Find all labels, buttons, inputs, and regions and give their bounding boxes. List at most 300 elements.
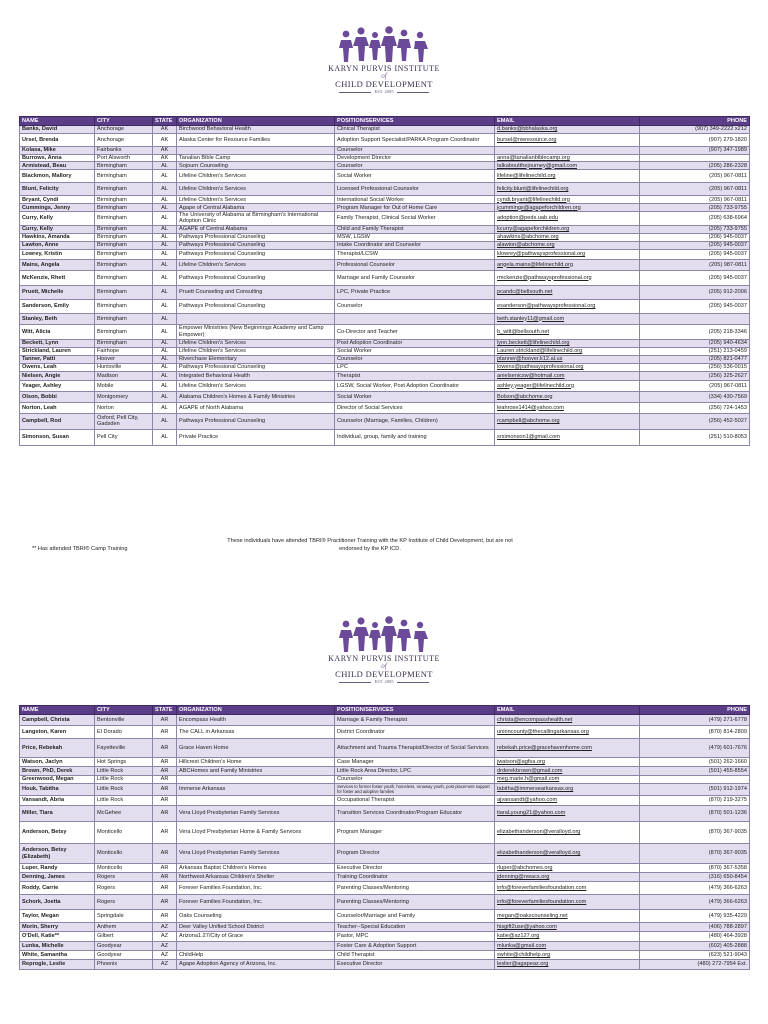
table-row xyxy=(20,796,750,806)
contact-name: Curry, Kelly xyxy=(20,225,95,233)
contact-city: Birmingham xyxy=(95,339,153,347)
contact-name: Lowrey, Kristin xyxy=(20,249,95,259)
contact-organization: Arkansas Baptist Children's Homes xyxy=(177,864,335,873)
contact-phone: (602) 405-2888 xyxy=(640,942,750,951)
contact-email[interactable]: b_witt@bellsouth.net xyxy=(495,324,640,339)
contact-email[interactable]: unioncounty@thecallingarkansas.org xyxy=(495,726,640,739)
contact-organization: Pathways Professional Counseling xyxy=(177,241,335,249)
contact-email[interactable]: katie@az127.org xyxy=(495,932,640,942)
contact-email[interactable]: swhite@childhelp.org xyxy=(495,951,640,960)
contact-email[interactable]: ashley.yeager@lifelinechild.org xyxy=(495,380,640,391)
contact-phone xyxy=(640,776,750,784)
contact-city: Anchorage xyxy=(95,126,153,134)
contact-name: Price, Rebekah xyxy=(20,739,95,758)
contact-phone: (205) 967-0811 xyxy=(640,380,750,391)
contact-position: Executive Director xyxy=(335,960,495,970)
contact-state: AZ xyxy=(153,932,177,942)
contact-email[interactable]: alawton@abchome.org xyxy=(495,241,640,249)
contact-state: AL xyxy=(153,196,177,204)
table-row xyxy=(20,212,750,225)
contact-position: Occupational Therapist xyxy=(335,796,495,806)
contact-name: Blackmon, Mallory xyxy=(20,170,95,183)
table-row xyxy=(20,355,750,363)
contact-name: Campbell, Rod xyxy=(20,413,95,429)
contact-organization: Lifeline Children's Services xyxy=(177,380,335,391)
contact-position: LPC xyxy=(335,363,495,371)
contact-email[interactable]: adoption@peds.uab.edu xyxy=(495,212,640,225)
contact-state: AL xyxy=(153,363,177,371)
contact-name: Stanley, Beth xyxy=(20,313,95,324)
contact-phone: (205) 638-6964 xyxy=(640,212,750,225)
contact-organization: Forever Families Foundation, Inc. xyxy=(177,895,335,910)
table-row xyxy=(20,285,750,299)
contact-email[interactable]: leslier@agapeaz.org xyxy=(495,960,640,970)
contact-name: Anderson, Betsy xyxy=(20,822,95,844)
contact-name: Kolasa, Mike xyxy=(20,147,95,155)
contact-state: AR xyxy=(153,715,177,726)
contact-position: Social Worker xyxy=(335,391,495,402)
contact-organization: Sojourn Counseling xyxy=(177,162,335,170)
contact-organization xyxy=(177,313,335,324)
contact-organization: Pathways Professional Counseling xyxy=(177,249,335,259)
contact-organization: Pathways Professional Counseling xyxy=(177,413,335,429)
contact-phone: (205) 821-0477 xyxy=(640,355,750,363)
contact-email[interactable]: talkaboutthejourney@gmail.com xyxy=(495,162,640,170)
table-header-row xyxy=(20,117,750,126)
contact-state: AL xyxy=(153,402,177,413)
contact-position: Program Manager for Out of Home Care xyxy=(335,204,495,212)
contact-city: Birmingham xyxy=(95,162,153,170)
contact-phone: (480) 272-7954 Ext. xyxy=(640,960,750,970)
contact-position: District Coordinator xyxy=(335,726,495,739)
contact-name: Roddy, Carrie xyxy=(20,882,95,895)
directory-table-page-1 xyxy=(19,116,750,446)
contact-state: AL xyxy=(153,162,177,170)
contact-email[interactable]: rmckenzie@pathwaysprofessional.org xyxy=(495,270,640,285)
contact-phone: (251) 510-8053 xyxy=(640,429,750,445)
contact-name: McKenzie, Rhett xyxy=(20,270,95,285)
contact-position: International Social Worker xyxy=(335,196,495,204)
contact-position: Family Therapist, Clinical Social Worker xyxy=(335,212,495,225)
col-header-city: CITY xyxy=(95,706,153,715)
table-row xyxy=(20,126,750,134)
contact-name: Denning, James xyxy=(20,873,95,882)
contact-city: Huntsville xyxy=(95,363,153,371)
training-footnote: These individuals have attended TBRI® Practitioner Training with the KP Institute of Child Development, but are not endorsed by the KP ICD. xyxy=(227,538,513,552)
contact-phone: (870) 219-3275 xyxy=(640,796,750,806)
contact-city: Goodyear xyxy=(95,942,153,951)
contact-state: AZ xyxy=(153,942,177,951)
contact-organization: Vera Lloyd Presbyterian Family Services xyxy=(177,844,335,864)
contact-name: Schork, Joetta xyxy=(20,895,95,910)
contact-state: AL xyxy=(153,413,177,429)
contact-phone: (623) 521-9043 xyxy=(640,951,750,960)
contact-email[interactable]: srsimonson1@gmail.com xyxy=(495,429,640,445)
contact-phone: (256) 452-5027 xyxy=(640,413,750,429)
table-row xyxy=(20,162,750,170)
contact-email[interactable]: cyndi.bryant@lifelinechild.org xyxy=(495,196,640,204)
contact-state: AL xyxy=(153,429,177,445)
contact-organization: Agape of Central Alabama xyxy=(177,204,335,212)
contact-organization: Pathways Professional Counseling xyxy=(177,299,335,313)
contact-organization xyxy=(177,942,335,951)
contact-city: Phoenix xyxy=(95,960,153,970)
contact-position: Intake Coordinator and Counselor xyxy=(335,241,495,249)
contact-position: Child and Family Therapist xyxy=(335,225,495,233)
contact-organization: Arizona1.27/City of Grace xyxy=(177,932,335,942)
contact-position: LPC, Private Practice xyxy=(335,285,495,299)
contact-name: Ursel, Brenda xyxy=(20,134,95,147)
logo-line-1: KARYN PURVIS INSTITUTE xyxy=(328,654,440,663)
contact-state: AL xyxy=(153,259,177,270)
col-header-name: NAME xyxy=(20,706,95,715)
contact-position: Therapist xyxy=(335,371,495,380)
logo-figures-icon xyxy=(338,616,430,654)
contact-state: AR xyxy=(153,796,177,806)
contact-email[interactable]: jcummings@agapeforchildren.org xyxy=(495,204,640,212)
contact-state: AR xyxy=(153,806,177,822)
table-row xyxy=(20,380,750,391)
contact-email[interactable]: jdenning@nwacs.org xyxy=(495,873,640,882)
contact-email[interactable]: tabitha@immersearkansas.org xyxy=(495,784,640,796)
contact-phone: (870) 367-5358 xyxy=(640,864,750,873)
contact-position: Parenting Classes/Mentoring xyxy=(335,882,495,895)
contact-name: Hawkins, Amanda xyxy=(20,233,95,241)
contact-city: Little Rock xyxy=(95,776,153,784)
contact-phone: (251) 213-0459 xyxy=(640,347,750,355)
contact-phone: (205) 733-9755 xyxy=(640,225,750,233)
contact-organization: Vera Lloyd Presbyterian Home & Family Services xyxy=(177,822,335,844)
col-header-city: CITY xyxy=(95,117,153,126)
contact-organization: Alaska Center for Resource Families xyxy=(177,134,335,147)
contact-name: Armistead, Beau xyxy=(20,162,95,170)
contact-name: Tanner, Patti xyxy=(20,355,95,363)
contact-email[interactable]: info@foreverfamiliesfoundation.com xyxy=(495,882,640,895)
contact-state: AR xyxy=(153,784,177,796)
contact-position: Attachment and Trauma Therapist/Director of Social Services xyxy=(335,739,495,758)
table-row xyxy=(20,225,750,233)
contact-organization: Lifeline Children's Services xyxy=(177,170,335,183)
contact-email[interactable]: lynn.beckett@lifelinechild.org xyxy=(495,339,640,347)
contact-phone: (870) 367-9035 xyxy=(640,844,750,864)
contact-email[interactable]: rebekah.price@gracehavenhome.com xyxy=(495,739,640,758)
contact-position: Director of Social Services xyxy=(335,402,495,413)
contact-phone: (479) 366-6263 xyxy=(640,895,750,910)
contact-city: Montgomery xyxy=(95,391,153,402)
contact-phone: (256) 325-2627 xyxy=(640,371,750,380)
table-row xyxy=(20,259,750,270)
contact-email[interactable]: elizabethanderson@veralloyd.org xyxy=(495,844,640,864)
contact-state: AL xyxy=(153,183,177,196)
contact-position: Services to former foster youth, homeless, runaway youth, post placement support for foster and adoptive families xyxy=(335,784,495,796)
contact-phone: (479) 271-6778 xyxy=(640,715,750,726)
contact-phone: (205) 967-0811 xyxy=(640,183,750,196)
contact-name: Brown, PhD, Derek xyxy=(20,767,95,776)
contact-email[interactable]: esanderson@pathwaysprofessional.org xyxy=(495,299,640,313)
table-row xyxy=(20,363,750,371)
col-header-email: EMAIL xyxy=(495,117,640,126)
table-row xyxy=(20,299,750,313)
contact-name: Witt, Alicia xyxy=(20,324,95,339)
contact-state: AL xyxy=(153,225,177,233)
contact-organization: Pruett Counseling and Consulting xyxy=(177,285,335,299)
table-row xyxy=(20,923,750,932)
col-header-position: POSITION/SERVICES xyxy=(335,706,495,715)
logo-figures-icon xyxy=(338,26,430,64)
contact-position: Counselor xyxy=(335,162,495,170)
contact-email[interactable]: ptanner@hoover.k12.al.us xyxy=(495,355,640,363)
contact-city: Birmingham xyxy=(95,233,153,241)
contact-email[interactable]: anielsenicsw@hotmail.com xyxy=(495,371,640,380)
contact-email[interactable]: leahrose1414@yahoo.com xyxy=(495,402,640,413)
contact-position: Case Manager xyxy=(335,758,495,767)
contact-name: Lunka, Michelle xyxy=(20,942,95,951)
contact-name: Taylor, Megan xyxy=(20,910,95,923)
contact-name: Simonson, Susan xyxy=(20,429,95,445)
contact-position: Foster Care & Adoption Support xyxy=(335,942,495,951)
contact-phone: (479) 601-7676 xyxy=(640,739,750,758)
contact-city: Birmingham xyxy=(95,196,153,204)
institute-logo xyxy=(0,26,768,95)
contact-organization: The University of Alabama at Birmingham's International Adoption Clinic xyxy=(177,212,335,225)
table-row xyxy=(20,726,750,739)
contact-position: Marriage and Family Counselor xyxy=(335,270,495,285)
contact-city: Norton xyxy=(95,402,153,413)
contact-state: AL xyxy=(153,313,177,324)
contact-phone: (205) 945-0037 xyxy=(640,249,750,259)
contact-city: Springdale xyxy=(95,910,153,923)
col-header-phone: PHONE xyxy=(640,117,750,126)
contact-name: Luper, Randy xyxy=(20,864,95,873)
contact-organization: Tanalian Bible Camp xyxy=(177,155,335,162)
contact-organization: Pathways Professional Counseling xyxy=(177,363,335,371)
contact-email[interactable]: Lauren.strickland@lifelinechild.org xyxy=(495,347,640,355)
contact-city: McGehee xyxy=(95,806,153,822)
contact-name: Greenwood, Megan xyxy=(20,776,95,784)
contact-phone: (907) 279-1820 xyxy=(640,134,750,147)
contact-organization: Alabama Children's Homes & Family Ministries xyxy=(177,391,335,402)
contact-state: AL xyxy=(153,270,177,285)
contact-state: AL xyxy=(153,355,177,363)
contact-state: AR xyxy=(153,895,177,910)
contact-email[interactable]: jwatson@agfsa.org xyxy=(495,758,640,767)
contact-email[interactable]: pcandc@bellsouth.net xyxy=(495,285,640,299)
contact-state: AR xyxy=(153,822,177,844)
contact-email[interactable]: info@foreverfamiliesfoundation.com xyxy=(495,895,640,910)
contact-phone: (907) 349-2222 x212 xyxy=(640,126,750,134)
contact-state: AR xyxy=(153,882,177,895)
contact-position: Adoption Support Specialist/PARKA Program Coordinator xyxy=(335,134,495,147)
contact-phone: (256) 724-1453 xyxy=(640,402,750,413)
contact-name: Miller, Tiara xyxy=(20,806,95,822)
contact-email[interactable] xyxy=(495,147,640,155)
contact-position: Individual, group, family and training xyxy=(335,429,495,445)
contact-email[interactable]: meg.marie.h@gmail.com xyxy=(495,776,640,784)
contact-state: AR xyxy=(153,767,177,776)
contact-name: Vansandt, Abria xyxy=(20,796,95,806)
contact-city: Little Rock xyxy=(95,767,153,776)
contact-organization: The CALL in Arkansas xyxy=(177,726,335,739)
contact-email[interactable]: angela.mains@lifelinechild.org xyxy=(495,259,640,270)
contact-email[interactable]: felicity.blunt@lifelinechild.org xyxy=(495,183,640,196)
contact-state: AK xyxy=(153,126,177,134)
contact-name: Nielsen, Angie xyxy=(20,371,95,380)
contact-state: AR xyxy=(153,873,177,882)
contact-email[interactable]: rcampbell@abchome.org xyxy=(495,413,640,429)
table-row xyxy=(20,147,750,155)
contact-email[interactable]: megan@oakscounseling.net xyxy=(495,910,640,923)
contact-name: O'Dell, Katie** xyxy=(20,932,95,942)
contact-state: AL xyxy=(153,285,177,299)
contact-email[interactable]: mlunka@gmail.com xyxy=(495,942,640,951)
contact-organization: Lifeline Children's Services xyxy=(177,347,335,355)
contact-position: Program Director xyxy=(335,844,495,864)
contact-phone: (205) 967-0811 xyxy=(640,170,750,183)
contact-email[interactable]: rluper@abchomes.org xyxy=(495,864,640,873)
table-row xyxy=(20,776,750,784)
table-row xyxy=(20,249,750,259)
contact-city: Birmingham xyxy=(95,212,153,225)
contact-organization: Oaks Counseling xyxy=(177,910,335,923)
table-row xyxy=(20,371,750,380)
contact-organization: Lifeline Children's Services xyxy=(177,259,335,270)
contact-city: Bentonville xyxy=(95,715,153,726)
table-header-row xyxy=(20,706,750,715)
contact-email[interactable]: anna@tanalianbiblecamp.org xyxy=(495,155,640,162)
contact-state: AL xyxy=(153,347,177,355)
contact-email[interactable]: ahawkins@abchome.org xyxy=(495,233,640,241)
contact-city: Birmingham xyxy=(95,324,153,339)
contact-state: AL xyxy=(153,241,177,249)
contact-email[interactable]: ajvansandt@yahoo.com xyxy=(495,796,640,806)
contact-phone: (205) 733-9755 xyxy=(640,204,750,212)
contact-name: Morin, Sherry xyxy=(20,923,95,932)
contact-city: Little Rock xyxy=(95,796,153,806)
logo-line-4: EST. 2005 xyxy=(0,89,768,95)
contact-organization: Agape Adoption Agency of Arizona, Inc. xyxy=(177,960,335,970)
contact-organization: Northwest Arkansas Children's Shelter xyxy=(177,873,335,882)
table-row xyxy=(20,183,750,196)
table-row xyxy=(20,324,750,339)
contact-email[interactable]: kcurry@agapeforchildren.org xyxy=(495,225,640,233)
contact-position xyxy=(335,313,495,324)
contact-position: Counselor xyxy=(335,355,495,363)
contact-email[interactable]: tiaraLyoung21@yahoo.com xyxy=(495,806,640,822)
contact-phone: (334) 430-7569 xyxy=(640,391,750,402)
contact-city: Mobile xyxy=(95,380,153,391)
contact-state: AL xyxy=(153,233,177,241)
contact-city: Oxford, Pell City, Gadsden xyxy=(95,413,153,429)
table-row xyxy=(20,270,750,285)
contact-organization: Pathways Professional Counseling xyxy=(177,233,335,241)
contact-phone: (256) 536-0015 xyxy=(640,363,750,371)
logo-line-2: of xyxy=(381,662,387,670)
col-header-name: NAME xyxy=(20,117,95,126)
table-row xyxy=(20,822,750,844)
contact-position: Professional Counselor xyxy=(335,259,495,270)
contact-phone: (205) 945-0037 xyxy=(640,270,750,285)
contact-position: Therapist/LCSW xyxy=(335,249,495,259)
contact-email[interactable]: bursel@nwresource.org xyxy=(495,134,640,147)
contact-email[interactable]: elizabethanderson@veralloyd.org xyxy=(495,822,640,844)
contact-email[interactable]: christa@encompasshealth.net xyxy=(495,715,640,726)
contact-state: AZ xyxy=(153,923,177,932)
contact-state: AL xyxy=(153,212,177,225)
contact-name: Langston, Karen xyxy=(20,726,95,739)
contact-organization: Lifeline Children's Services xyxy=(177,196,335,204)
contact-phone: (205) 912-2006 xyxy=(640,285,750,299)
table-row xyxy=(20,402,750,413)
contact-organization: ChildHelp xyxy=(177,951,335,960)
contact-state: AL xyxy=(153,371,177,380)
contact-city: Birmingham xyxy=(95,313,153,324)
col-header-position: POSITION/SERVICES xyxy=(335,117,495,126)
contact-organization: Grace Haven Home xyxy=(177,739,335,758)
contact-email[interactable]: lowens@pathwaysprofessional.org xyxy=(495,363,640,371)
contact-phone: (205) 967-0811 xyxy=(640,196,750,204)
contact-state: AR xyxy=(153,776,177,784)
contact-email[interactable]: hisgift2use@yahoo.com xyxy=(495,923,640,932)
contact-position: Counselor xyxy=(335,299,495,313)
contact-state: AR xyxy=(153,758,177,767)
contact-city: Rogers xyxy=(95,882,153,895)
contact-name: White, Samantha xyxy=(20,951,95,960)
contact-city: Pell City xyxy=(95,429,153,445)
contact-name: Yeager, Ashley xyxy=(20,380,95,391)
contact-city: Birmingham xyxy=(95,241,153,249)
table-row xyxy=(20,429,750,445)
contact-city: Goodyear xyxy=(95,951,153,960)
table-row xyxy=(20,873,750,882)
contact-position: Pastor, MPC xyxy=(335,932,495,942)
table-row xyxy=(20,895,750,910)
contact-organization: Birchwood Behavioral Health xyxy=(177,126,335,134)
contact-email[interactable]: drderekbrown@gmail.com xyxy=(495,767,640,776)
contact-email[interactable]: lifeline@lifelinechild.org xyxy=(495,170,640,183)
table-row xyxy=(20,155,750,162)
contact-organization: Vera Lloyd Presbyterian Family Services xyxy=(177,806,335,822)
contact-city: Rogers xyxy=(95,895,153,910)
contact-name: Mains, Angela xyxy=(20,259,95,270)
contact-organization: Hillcrest Children's Home xyxy=(177,758,335,767)
table-row xyxy=(20,715,750,726)
contact-position: Licensed Professional Counselor xyxy=(335,183,495,196)
contact-organization: AGAPE of Central Alabama xyxy=(177,225,335,233)
contact-email[interactable]: klowrey@pathwaysprofessional.org xyxy=(495,249,640,259)
contact-phone: (205) 286-2328 xyxy=(640,162,750,170)
contact-email[interactable]: beth.stanley11@gmail.com xyxy=(495,313,640,324)
contact-phone: (870) 501-1236 xyxy=(640,806,750,822)
contact-name: Anderson, Betsy (Elizabeth) xyxy=(20,844,95,864)
contact-name: Strickland, Lauren xyxy=(20,347,95,355)
table-row xyxy=(20,339,750,347)
col-header-organization: ORGANIZATION xyxy=(177,706,335,715)
table-row xyxy=(20,313,750,324)
contact-position: Counselor (Marriage, Families, Children) xyxy=(335,413,495,429)
table-row xyxy=(20,739,750,758)
contact-phone: (501) 912-1974 xyxy=(640,784,750,796)
contact-email[interactable]: d.banks@bbhalaska.org xyxy=(495,126,640,134)
contact-city: Monticello xyxy=(95,822,153,844)
contact-position: Marriage & Family Therapist xyxy=(335,715,495,726)
contact-email[interactable]: Bolson@abchome.org xyxy=(495,391,640,402)
contact-organization: Integrated Behavioral Health xyxy=(177,371,335,380)
contact-organization: ABCHomes and Family Ministries xyxy=(177,767,335,776)
contact-position: Counselor xyxy=(335,147,495,155)
contact-city: Fairhope xyxy=(95,347,153,355)
contact-state: AL xyxy=(153,170,177,183)
contact-state: AR xyxy=(153,726,177,739)
